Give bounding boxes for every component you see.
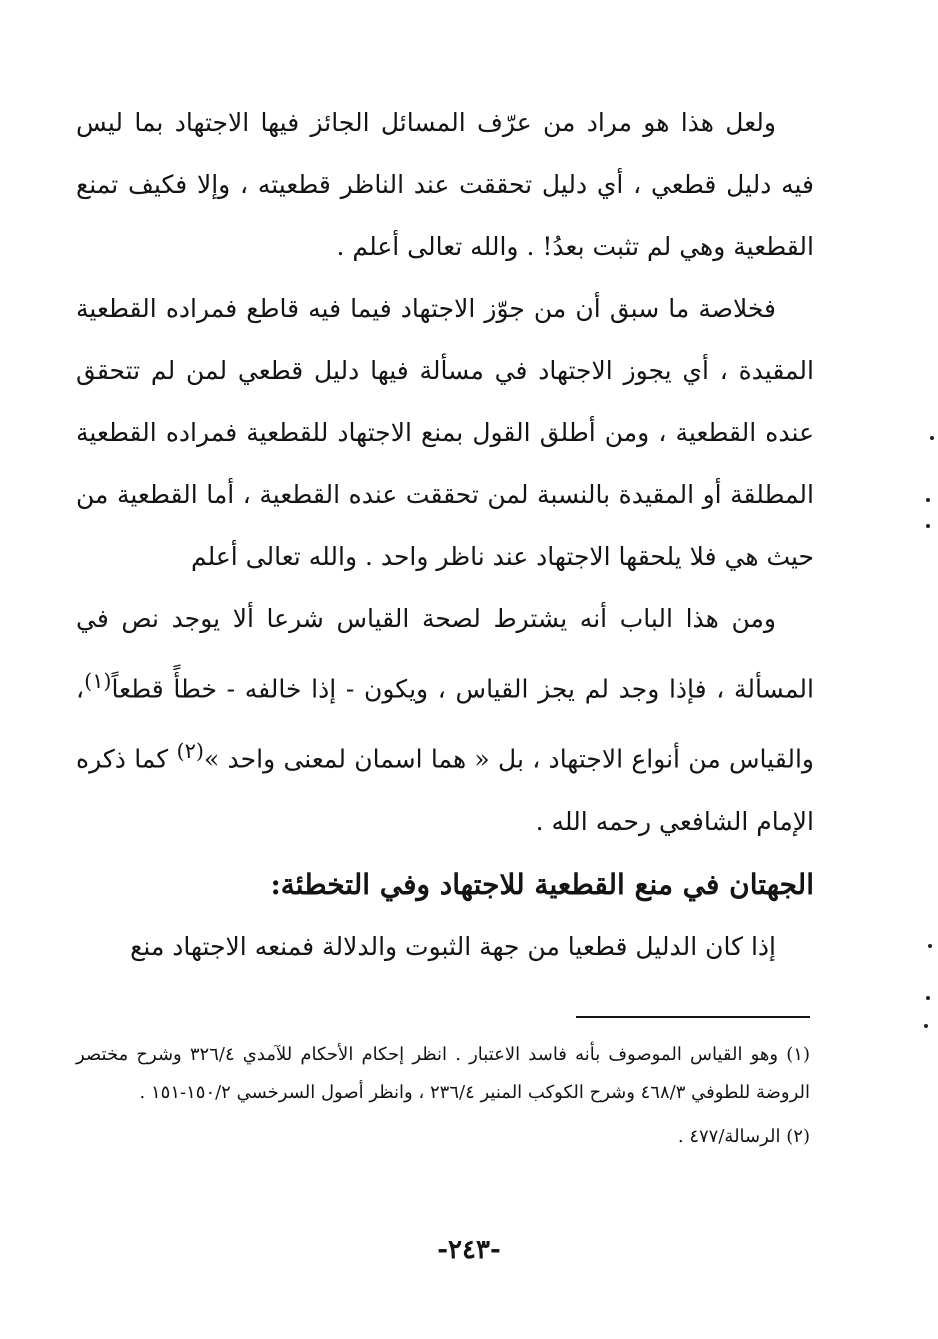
- margin-mark: [930, 436, 934, 440]
- margin-mark: [926, 524, 930, 528]
- body-text: [76, 92, 814, 853]
- margin-mark: [928, 944, 932, 948]
- paragraph-text: كما ذكره الإمام الشافعي رحمه الله .: [76, 744, 814, 836]
- paragraph: إذا كان الدليل قطعيا من جهة الثبوت والدلالة فمنعه الاجتهاد منع: [130, 932, 776, 961]
- margin-mark: [926, 996, 930, 1000]
- paragraph-text: ومن هذا الباب أنه يشترط لصحة القياس شرعا ألا يوجد نص في المسألة ، فإذا وجد لم يجز القياس ، ويكون - إذا خالفه - خطأً قطعاً: [76, 604, 814, 704]
- paragraph-text: ، والقياس من أنواع الاجتهاد ، بل « هما اسمان لمعنى واحد »: [76, 674, 814, 774]
- section-text: [76, 916, 814, 978]
- page-number: -٢٤٣-: [437, 1235, 501, 1265]
- margin-mark: [926, 498, 930, 502]
- footnote-reference: (٢): [176, 739, 204, 764]
- section-heading: الجهتان في منع القطعية للاجتهاد وفي التخطئة:: [270, 868, 814, 901]
- footnote: (٢) الرسالة/٤٧٧ .: [677, 1126, 810, 1147]
- footnote-reference: (١): [84, 669, 112, 693]
- paragraph: [76, 588, 814, 853]
- footnote-separator: [576, 1016, 810, 1018]
- paragraph: ولعل هذا هو مراد من عرّف المسائل الجائز فيها الاجتهاد بما ليس فيه دليل قطعي ، أي دليل تحققت عند الناظر قطعيته ، وإلا فكيف تمنع القطعية وهي لم تثبت بعدُ! . والله تعالى أعلم .: [76, 108, 814, 261]
- footnotes: [76, 1036, 810, 1156]
- footnote: (١) وهو القياس الموصوف بأنه فاسد الاعتبار . انظر إحكام الأحكام للآمدي ٣٢٦/٤ وشرح مختصر الروضة للطوفي ٤٦٨/٣ وشرح الكوكب المنير ٢٣٦/٤ ، وانظر أصول السرخسي ١٥٠/٢-١٥١ .: [76, 1044, 810, 1103]
- margin-mark: [924, 1024, 928, 1028]
- paragraph: فخلاصة ما سبق أن من جوّز الاجتهاد فيما فيه قاطع فمراده القطعية المقيدة ، أي يجوز الاجتهاد في مسألة فيها دليل قطعي لمن لم تتحقق عنده القطعية ، ومن أطلق القول بمنع الاجتهاد للقطعية فمراده القطعية المطلقة أو المقيدة بالنسبة لمن تحققت عنده القطعية ، أما القطعية من حيث هي فلا يلحقها الاجتهاد عند ناظر واحد . والله تعالى أعلم: [76, 294, 814, 571]
